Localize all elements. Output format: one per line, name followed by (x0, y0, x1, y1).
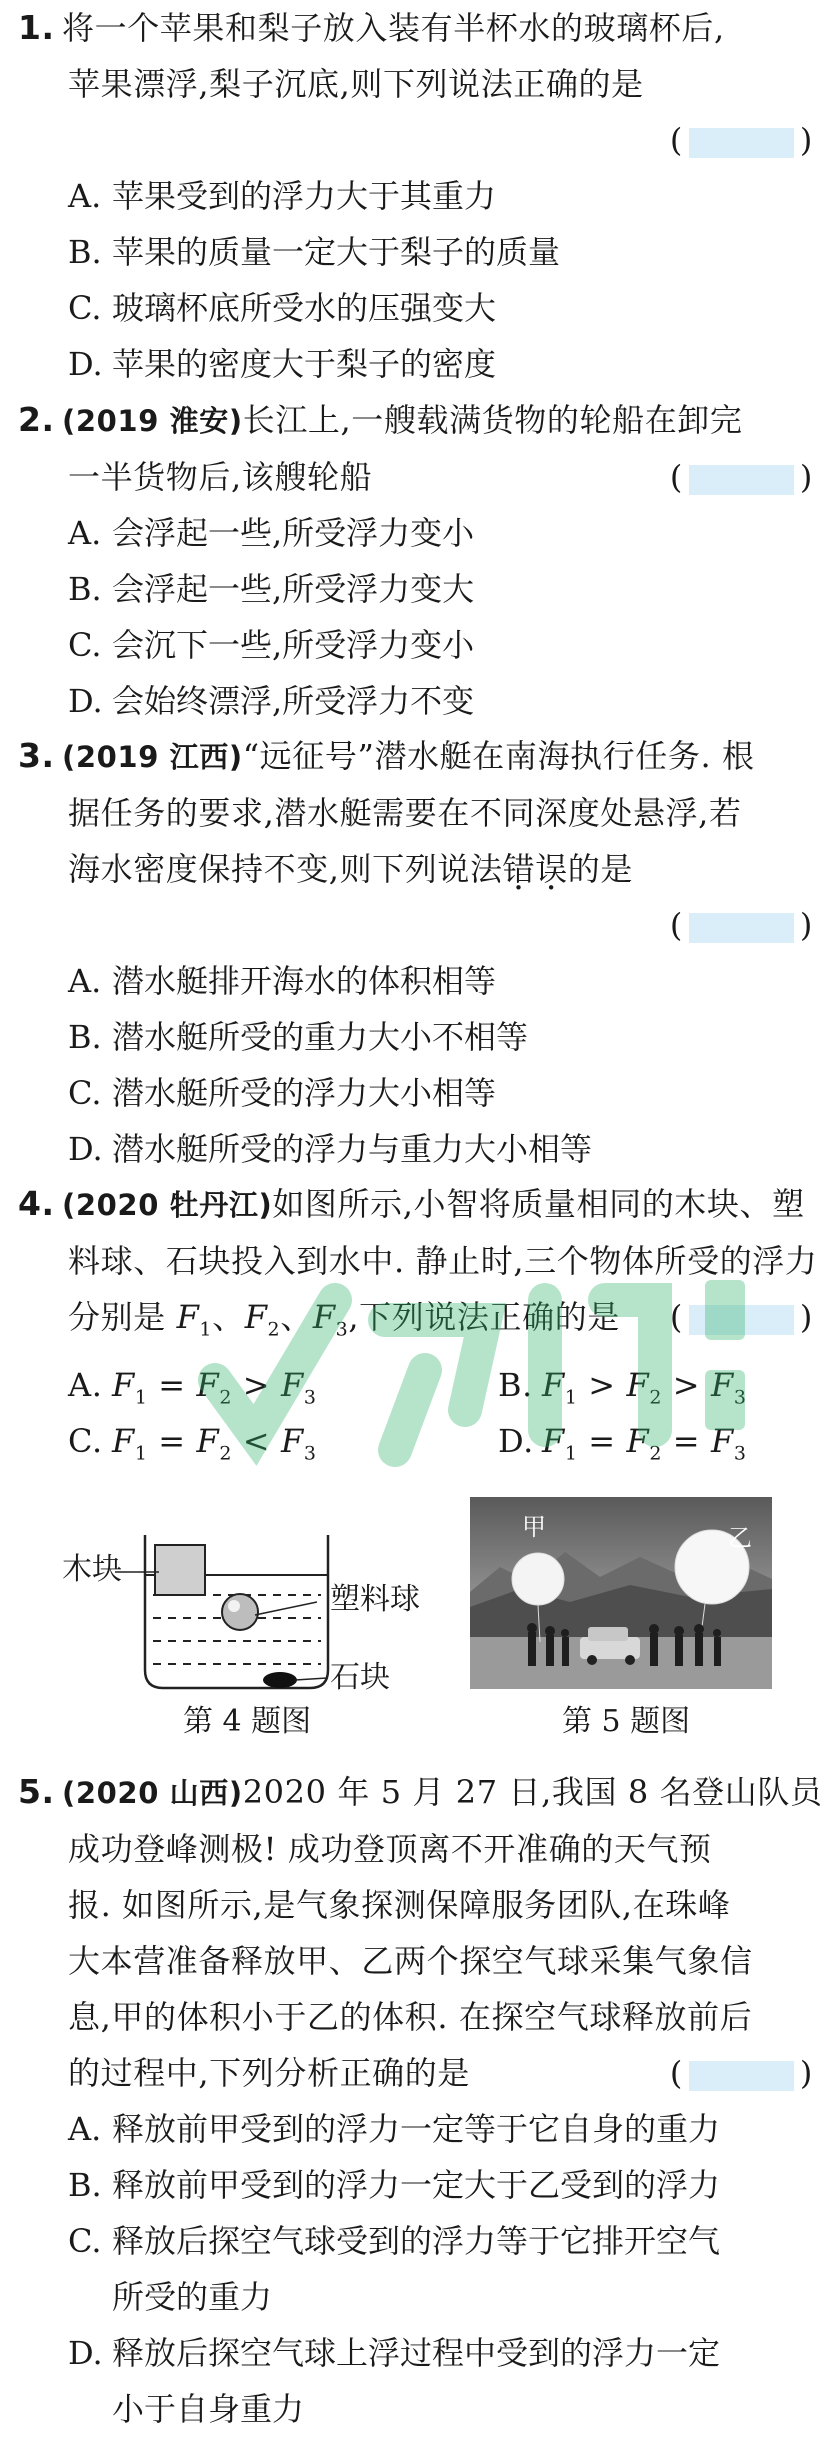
answer-blank[interactable]: ( ) (669, 121, 813, 159)
question-stem-line: 报. 如图所示,是气象探测保障服务团队,在珠峰 (68, 1886, 731, 1924)
option-b[interactable]: B. 会浮起一些,所受浮力变大 (68, 570, 475, 608)
question-4: 4. (2020 牡丹江)如图所示,小智将质量相同的木块、塑 料球、石块投入到水中. 静止时,三个物体所受的浮力 分别是 $F_1$、$F_2$、$F_3$,下列说法正确的是 ( ) A. $F_1 = F_2 > F_3$ B. $F_1 > F_2 > F_3$ C. $F_1 = F_2 < F_3$ D. $F_1 = F_2 = F_3$ (18, 1176, 813, 1469)
option-c-cont: 所受的重力 (112, 2278, 273, 2316)
question-3: 3. (2019 江西)“远征号”潜水艇在南海执行任务. 根 据任务的要求,潜水艇需要在不同深度处悬浮,若 海水密度保持不变,则下列说法错误的是 ( ) A. 潜水艇排开海水的体积相等 B. 潜水艇所受的重力大小不相等 C. 潜水艇所受的浮力大小相等 D. 潜水艇所受的浮力与重力大小相等 (18, 728, 813, 1177)
force-list: $F_1$、$F_2$、$F_3$ (176, 1298, 349, 1341)
question-stem-line: 2020 年 5 月 27 日,我国 8 名登山队员 (242, 1773, 823, 1811)
answer-box (689, 913, 794, 943)
question-1 (18, 0, 813, 392)
question-stem-line: 长江上,一艘载满货物的轮船在卸完 (242, 401, 743, 439)
question-source: (2020 山西) (62, 1776, 243, 1810)
option-c[interactable]: C. 释放后探空气球受到的浮力等于它排开空气 (68, 2222, 721, 2260)
option-c[interactable]: C. $F_1 = F_2 < F_3$ (68, 1422, 317, 1465)
option-b[interactable]: B. 释放前甲受到的浮力一定大于乙受到的浮力 (68, 2166, 721, 2204)
question-source: (2020 牡丹江) (62, 1188, 273, 1222)
label-jia: 甲 (522, 1513, 546, 1541)
question-5 (18, 1764, 823, 2437)
option-a[interactable]: A. 释放前甲受到的浮力一定等于它自身的重力 (68, 2110, 721, 2148)
label-stone: 石块 (330, 1660, 390, 1695)
option-b[interactable]: B. 潜水艇所受的重力大小不相等 (68, 1018, 529, 1056)
question-source: (2019 淮安) (62, 404, 243, 438)
option-c[interactable]: C. 会沉下一些,所受浮力变小 (68, 626, 475, 664)
option-a[interactable]: A. 会浮起一些,所受浮力变小 (68, 514, 475, 552)
answer-blank[interactable]: ( ) (669, 1298, 813, 1336)
label-plastic-ball: 塑料球 (330, 1582, 420, 1617)
answer-blank[interactable]: ( ) (669, 2054, 813, 2092)
stone (263, 1672, 297, 1688)
question-source: (2019 江西) (62, 740, 243, 774)
answer-box (689, 465, 794, 495)
question-stem-line: 息,甲的体积小于乙的体积. 在探空气球释放前后 (68, 1998, 753, 2036)
question-stem-line: 料球、石块投入到水中. 静止时,三个物体所受的浮力 (68, 1242, 818, 1280)
option-a[interactable]: A. 潜水艇排开海水的体积相等 (68, 962, 497, 1000)
question-stem-line: 大本营准备释放甲、乙两个探空气球采集气象信 (68, 1942, 753, 1980)
answer-box (689, 128, 794, 158)
option-b[interactable]: B. 苹果的质量一定大于梨子的质量 (68, 233, 561, 271)
plastic-ball (222, 1594, 258, 1630)
emphasis-char: 误 (535, 850, 568, 888)
question-stem-line: 成功登峰测极! 成功登顶离不开准确的天气预 (68, 1830, 712, 1868)
question-number: 2. (18, 400, 55, 439)
label-yi: 乙 (728, 1524, 752, 1552)
question-number: 4. (18, 1184, 55, 1223)
wood-block (155, 1545, 205, 1595)
option-a[interactable]: A. $F_1 = F_2 > F_3$ (68, 1366, 317, 1409)
question-stem-line: 的过程中,下列分析正确的是 (68, 2054, 470, 2092)
question-number: 5. (18, 1772, 55, 1811)
answer-blank[interactable]: ( ) (669, 906, 813, 944)
option-b[interactable]: B. $F_1 > F_2 > F_3$ (498, 1366, 747, 1409)
answer-box (689, 2061, 794, 2091)
option-d[interactable]: D. 苹果的密度大于梨子的密度 (68, 345, 497, 383)
answer-box (689, 1305, 794, 1335)
emphasis-char: 错 (502, 850, 536, 888)
question-stem-line: “远征号”潜水艇在南海执行任务. 根 (242, 737, 755, 775)
label-wood: 木块 (62, 1552, 122, 1587)
answer-blank[interactable]: ( ) (669, 458, 813, 496)
question-stem-line: 将一个苹果和梨子放入装有半杯水的玻璃杯后, (62, 9, 725, 47)
option-d[interactable]: D. 潜水艇所受的浮力与重力大小相等 (68, 1130, 593, 1168)
question-stem-line: 苹果漂浮,梨子沉底,则下列说法正确的是 (68, 65, 644, 103)
question-stem-line: 如图所示,小智将质量相同的木块、塑 (272, 1185, 805, 1223)
question-number: 3. (18, 736, 55, 775)
question-number: 1. (18, 8, 55, 47)
figure-5-photo (470, 1497, 772, 1689)
option-c[interactable]: C. 玻璃杯底所受水的压强变大 (68, 289, 497, 327)
balloon-jia (512, 1553, 564, 1605)
figure-4-caption: 第 4 题图 (183, 1704, 312, 1739)
figure-5-caption: 第 5 题图 (562, 1704, 691, 1739)
question-2 (18, 392, 813, 729)
option-d[interactable]: D. 会始终漂浮,所受浮力不变 (68, 682, 475, 720)
option-d-cont: 小于自身重力 (112, 2390, 305, 2428)
option-a[interactable]: A. 苹果受到的浮力大于其重力 (68, 177, 497, 215)
question-stem-line: 据任务的要求,潜水艇需要在不同深度处悬浮,若 (68, 794, 742, 832)
option-d[interactable]: D. 释放后探空气球上浮过程中受到的浮力一定 (68, 2334, 721, 2372)
option-d[interactable]: D. $F_1 = F_2 = F_3$ (498, 1422, 747, 1465)
option-c[interactable]: C. 潜水艇所受的浮力大小相等 (68, 1074, 497, 1112)
question-stem-line: 一半货物后,该艘轮船 (68, 458, 373, 496)
